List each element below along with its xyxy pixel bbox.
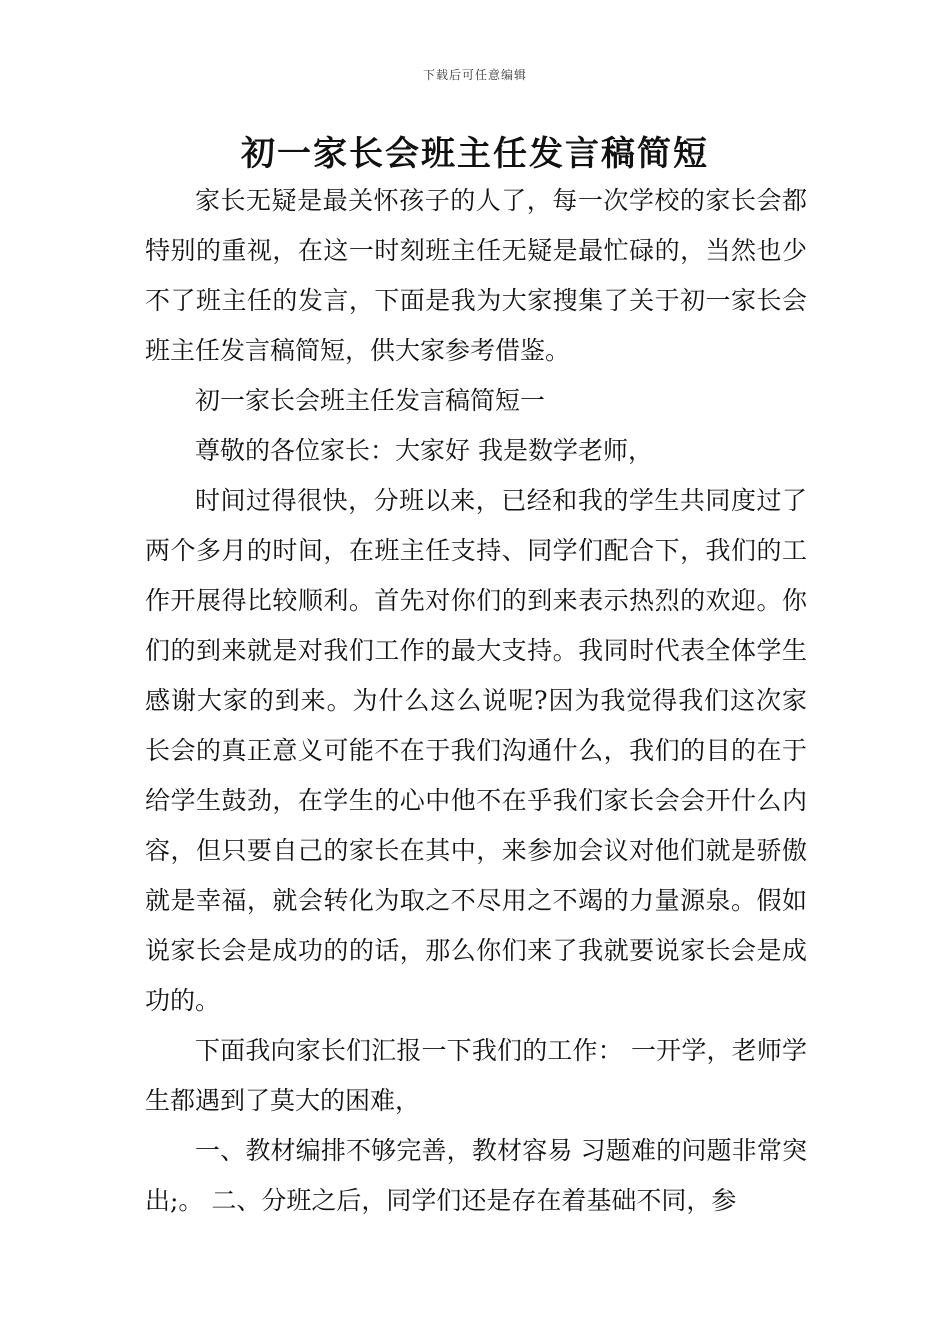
paragraph-main: 时间过得很快，分班以来，已经和我的学生共同度过了两个多月的时间，在班主任支持、同学们配合下，我们的工作开展得比较顺利。首先对你们的到来表示热烈的欢迎。你们的到来就是对我们工作的最大支持。我同时代表全体学生感谢大家的到来。为什么这么说呢?因为我觉得我们这次家长会的真正意义可能不在于我们沟通什么，我们的目的在于给学生鼓劲，在学生的心中他不在乎我们家长会会开什么内容，但只要自己的家长在其中，来参加会议对他们就是骄傲就是幸福，就会转化为取之不尽用之不竭的力量源泉。假如说家长会是成功的的话，那么你们来了我就要说家长会是成功的。 [145, 486, 807, 1015]
document-title: 初一家长会班主任发言稿简短 [241, 134, 709, 174]
paragraph-points: 一、教材编排不够完善，教材容易 习题难的问题非常突出;。 二、分班之后，同学们还是存在着基础不同，参 [145, 1136, 807, 1215]
document-body [145, 176, 807, 1226]
paragraph-section-heading: 初一家长会班主任发言稿简短一 [195, 386, 546, 415]
paragraph-report: 下面我向家长们汇报一下我们的工作： 一开学，老师学生都遇到了莫大的困难， [145, 1036, 807, 1115]
paragraph-greeting: 尊敬的各位家长：大家好 我是数学老师， [195, 436, 653, 465]
header-note: 下载后可任意编辑 [422, 68, 527, 82]
paragraph-intro: 家长无疑是最关怀孩子的人了，每一次学校的家长会都特别的重视，在这一时刻班主任无疑是最忙碌的，当然也少不了班主任的发言，下面是我为大家搜集了关于初一家长会班主任发言稿简短，供大家参考借鉴。 [145, 186, 807, 365]
